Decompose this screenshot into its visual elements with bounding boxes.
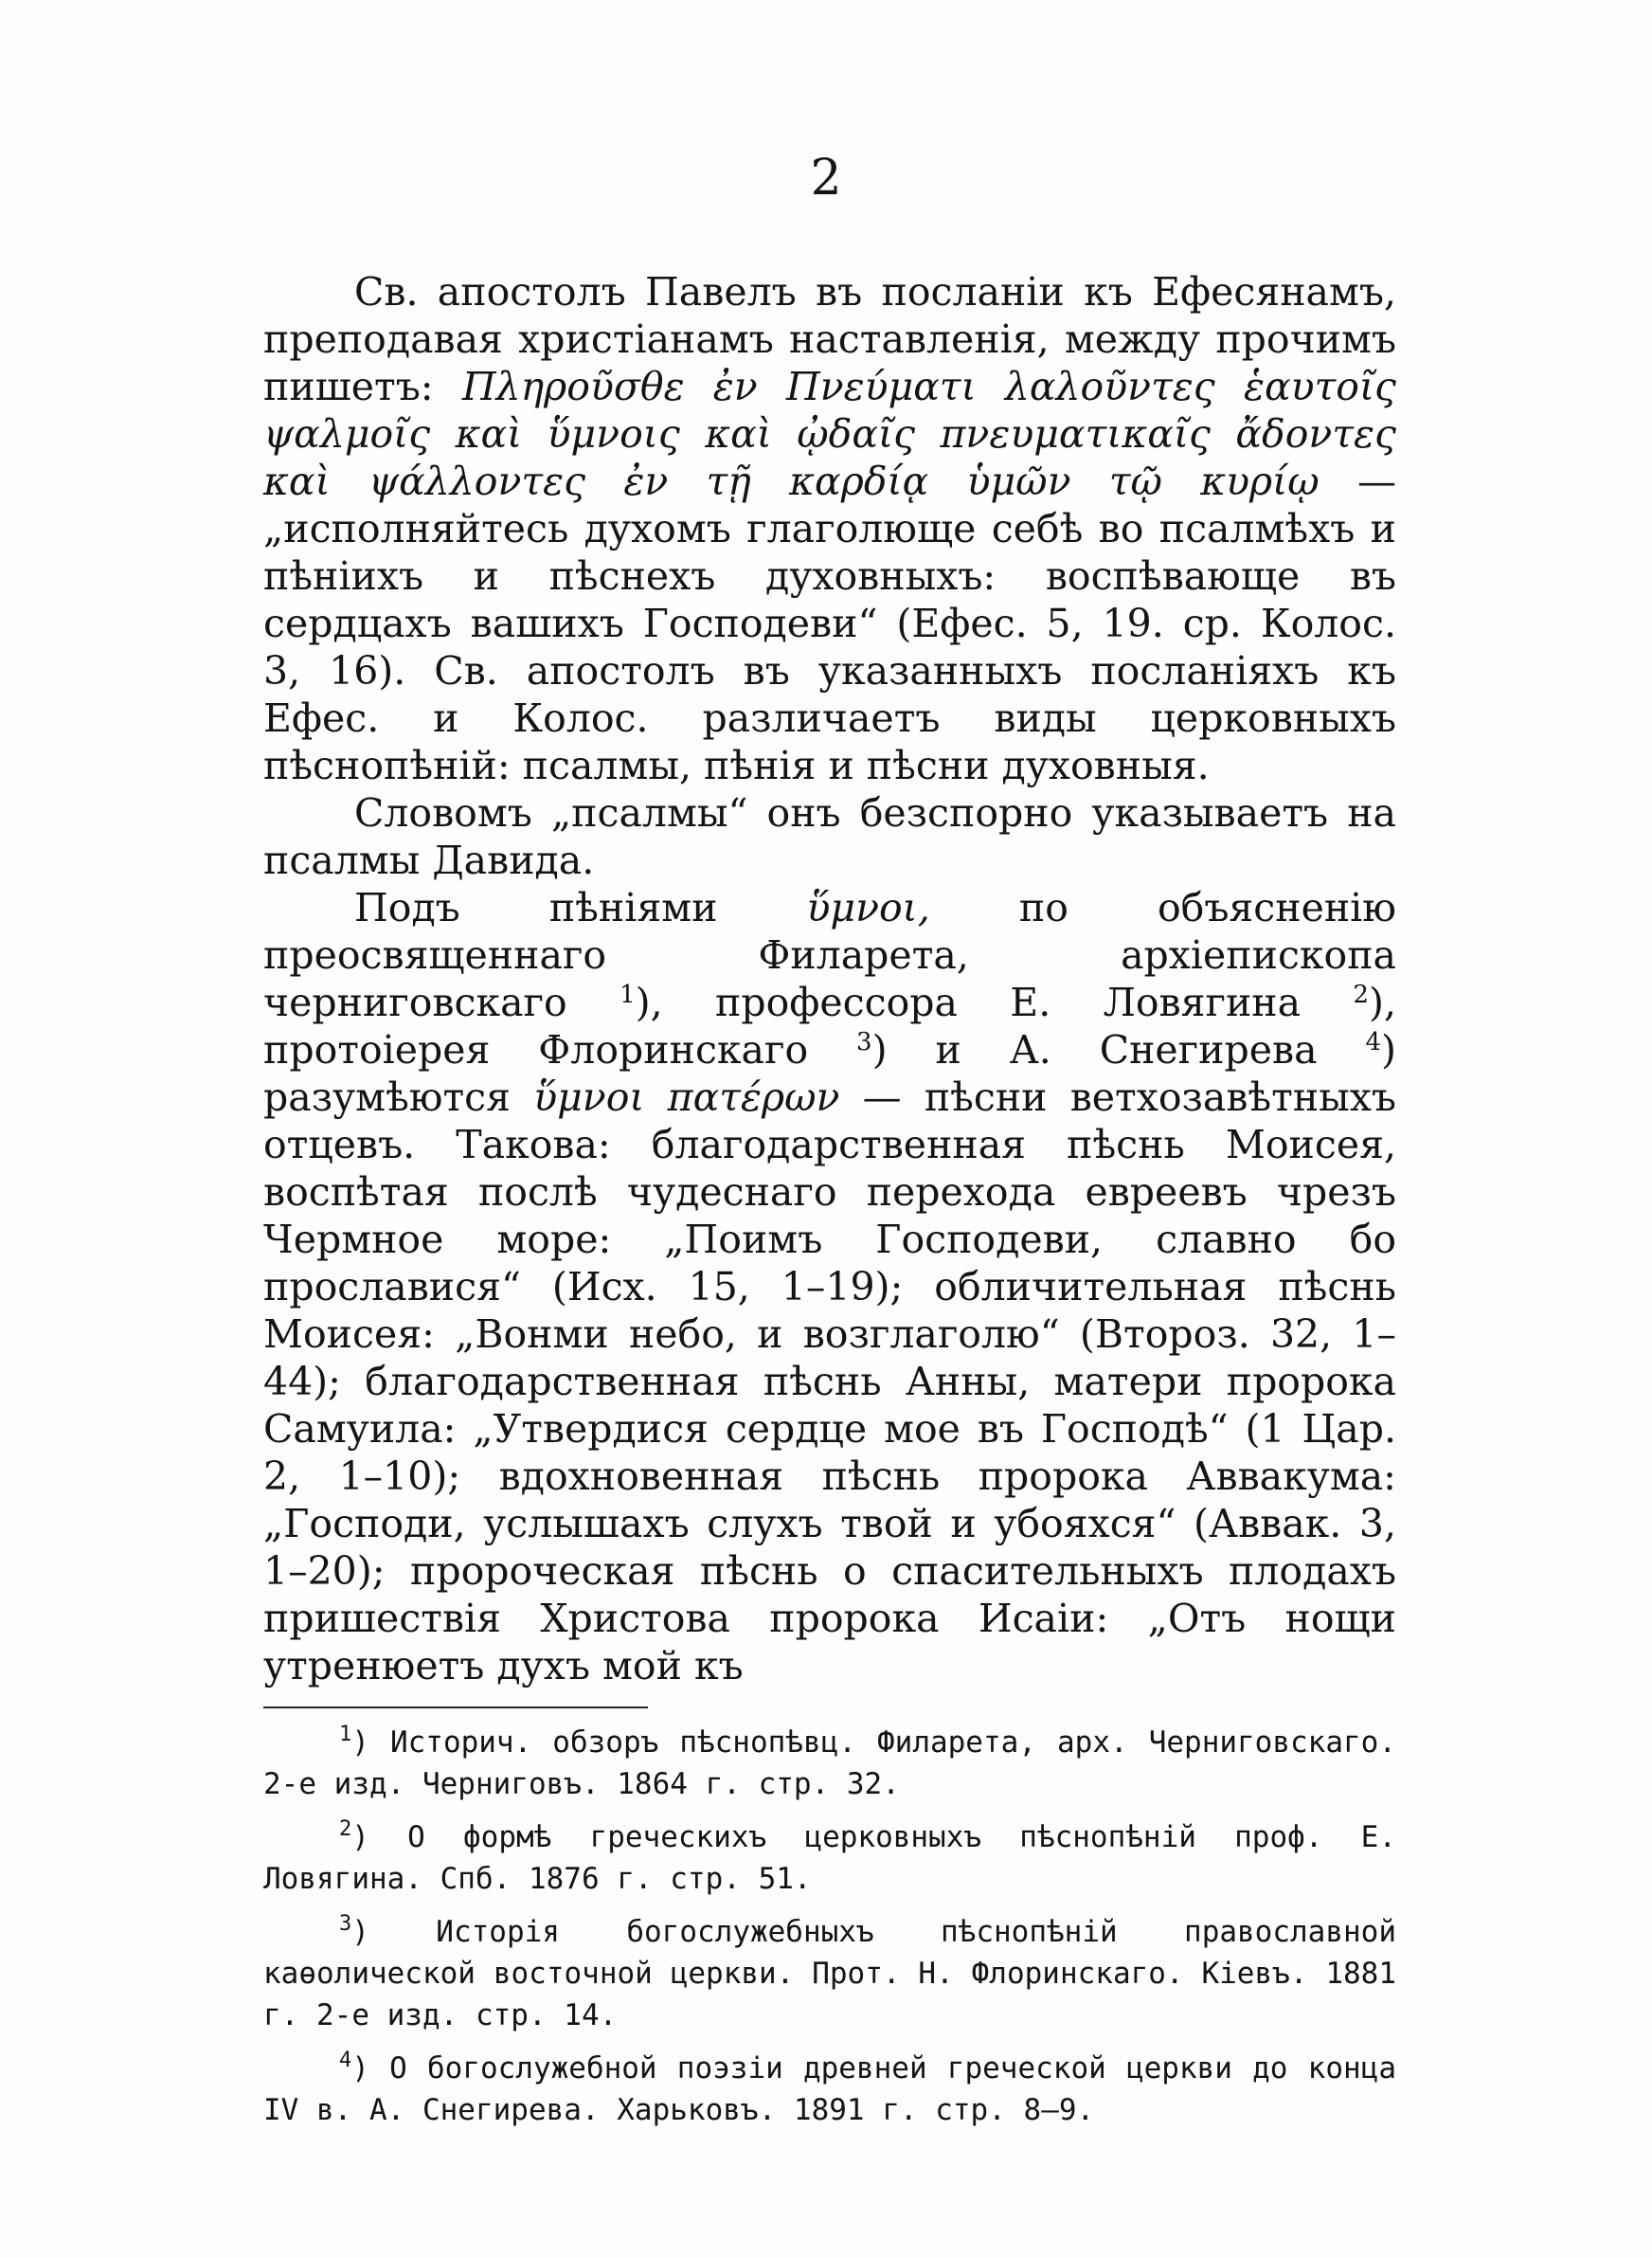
paragraph-1 xyxy=(263,268,1396,789)
footnote-2-text: ) О формѣ греческихъ церковныхъ пѣснопѣній проф. Е. Ловягина. Спб. 1876 г. стр. 51. xyxy=(263,1820,1396,1896)
footnote-1-mark: 1 xyxy=(339,1723,352,1746)
main-text xyxy=(263,268,1396,1689)
footnote-ref-2: 2 xyxy=(1353,981,1369,1009)
paragraph-3 xyxy=(263,884,1396,1689)
paragraph-2: Словомъ „псалмы“ онъ безспорно указываетъ на псалмы Давида. xyxy=(263,790,1396,883)
footnote-4-mark: 4 xyxy=(339,2049,352,2072)
p3-text-6: ) разумѣются xyxy=(263,1027,1396,1120)
greek-phrase-hymnoi-pateron: ὕμνοι πατέρων xyxy=(533,1074,840,1120)
footnote-ref-3: 3 xyxy=(856,1028,872,1056)
greek-quote: Πληροῦσθε ἐν Πνεύματι λαλοῦντες ἑαυτοῖς ψαλμοῖς καὶ ὕμνοις καὶ ᾠδαῖς πνευματικαῖς ἄδοντες καὶ ψάλλοντες ἐν τῇ καρδίᾳ ὑμῶν τῷ κυρίῳ xyxy=(263,364,1396,504)
footnote-2 xyxy=(263,1816,1396,1900)
p3-text-7: — пѣсни ветхозавѣтныхъ отцевъ. Такова: благодарственная пѣснь Моисея, воспѣтая послѣ чудеснаго перехода евреевъ чрезъ Чермное море: „Поимъ Господеви, славно бо прославися“ (Исх. 15, 1–19); обличительная пѣснь Моисея: „Вонми небо, и возглаголю“ (Второз. 32, 1–44); благодарственная пѣснь Анны, матери пророка Самуила: „Утвердися сердце мое въ Господѣ“ (1 Цар. 2, 1–10); вдохновенная пѣснь пророка Аввакума: „Господи, услышахъ слухъ твой и убояхся“ (Аввак. 3, 1–20); пророческая пѣснь о спасительныхъ плодахъ пришествія Христова пророка Исаіи: „Отъ нощи утренюетъ духъ мой къ xyxy=(263,1074,1396,1688)
p3-text-3: ), профессора Е. Ловягина xyxy=(635,980,1302,1025)
footnote-1-text: ) Историч. обзоръ пѣснопѣвц. Филарета, арх. Черниговскаго. 2-е изд. Черниговъ. 1864 г. стр. 32. xyxy=(263,1725,1396,1801)
footnote-3-text: ) Исторія богослужебныхъ пѣснопѣній православной каѳолической восточной церкви. Прот. Н. Флоринскаго. Кіевъ. 1881 г. 2-е изд. стр. 14. xyxy=(263,1915,1396,2032)
footnote-4-text: ) О богослужебной поэзіи древней греческой церкви до конца IV в. А. Снегирева. Харьковъ. 1891 г. стр. 8—9. xyxy=(263,2051,1396,2127)
footnote-ref-4: 4 xyxy=(1365,1028,1381,1056)
greek-word-hymnoi: ὕμνοι, xyxy=(806,885,930,930)
footnote-divider xyxy=(263,1706,648,1708)
paragraph-1-text-a: Св. апостолъ Павелъ въ посланіи къ Ефесянамъ, преподавая христіанамъ наставленія, между прочимъ пишетъ: xyxy=(263,269,1396,409)
footnote-ref-1: 1 xyxy=(620,981,636,1009)
p3-text-5: ) и А. Снегирева xyxy=(871,1027,1318,1073)
footnotes xyxy=(263,1722,1396,2142)
p3-text-1: Подъ пѣніями xyxy=(354,885,718,930)
footnote-4 xyxy=(263,2048,1396,2131)
footnote-1 xyxy=(263,1722,1396,1805)
footnote-3-mark: 3 xyxy=(339,1912,352,1936)
p3-text-2: по объясненію преосвященнаго Филарета, архіепископа черниговскаго xyxy=(263,885,1396,1025)
footnote-2-mark: 2 xyxy=(339,1817,352,1841)
paragraph-1-text-b: — „исполняйтесь духомъ глаголюще себѣ во псалмѣхъ и пѣніихъ и пѣснехъ духовныхъ: воспѣвающе въ сердцахъ вашихъ Господеви“ (Ефес. 5, 19. ср. Колос. 3, 16). Св. апостолъ въ указанныхъ посланіяхъ къ Ефес. и Колос. различаетъ виды церковныхъ пѣснопѣній: псалмы, пѣнія и пѣсни духовныя. xyxy=(263,459,1396,788)
footnote-3 xyxy=(263,1911,1396,2036)
p3-text-4: ), протоіерея Флоринскаго xyxy=(263,980,1396,1073)
page-number: 2 xyxy=(810,150,842,207)
